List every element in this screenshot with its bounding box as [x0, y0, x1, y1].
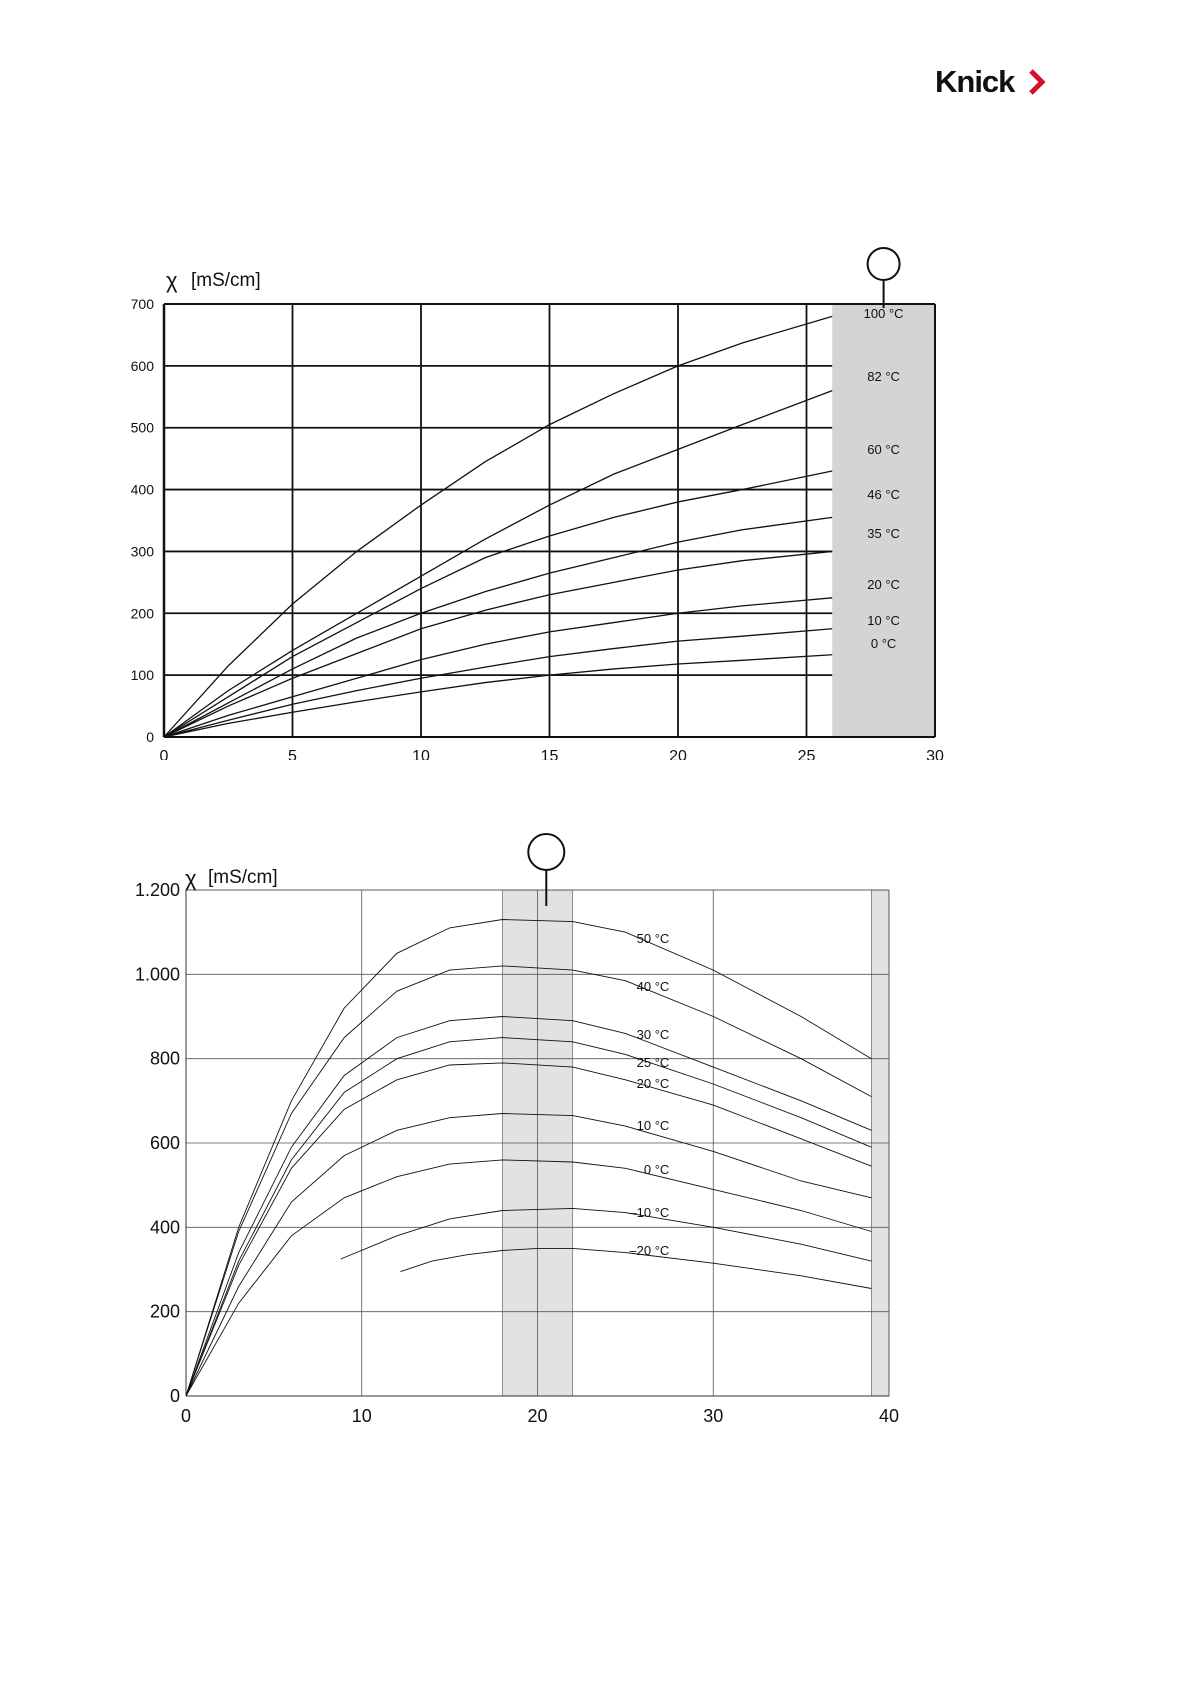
- y-axis-unit: [mS/cm]: [191, 270, 261, 291]
- series-line: [164, 471, 832, 737]
- y-tick-label: 200: [149, 1301, 180, 1322]
- series-label: 46 °C: [867, 487, 900, 502]
- x-tick-label: 0: [180, 1406, 192, 1426]
- series-line: [341, 1208, 872, 1261]
- series-label: 40 °C: [636, 979, 670, 994]
- series-label: 10 °C: [867, 613, 900, 628]
- x-tick-label: 20: [669, 748, 687, 760]
- y-tick-label: 100: [130, 667, 154, 684]
- series-label: 30 °C: [636, 1027, 670, 1042]
- series-label: 35 °C: [867, 526, 900, 541]
- y-tick-label: 300: [130, 543, 154, 560]
- y-tick-label: 0: [169, 1386, 180, 1406]
- series-line: [164, 629, 832, 737]
- y-tick-label: 400: [130, 481, 154, 498]
- y-tick-label: 600: [149, 1133, 180, 1153]
- knick-logo: [935, 62, 1046, 102]
- x-tick-label: 0: [159, 748, 169, 760]
- x-tick-label: 10: [351, 1406, 372, 1426]
- x-tick-label: 15: [540, 748, 559, 760]
- x-tick-label: 40: [878, 1406, 900, 1426]
- x-tick-label: 5: [288, 748, 297, 760]
- series-label: 20 °C: [867, 577, 900, 592]
- y-tick-label: 800: [149, 1048, 180, 1069]
- series-line: [164, 655, 832, 737]
- y-tick-label: 500: [130, 419, 154, 436]
- x-tick-label: 25: [797, 748, 816, 760]
- series-label: 20 °C: [636, 1076, 670, 1091]
- y-axis-symbol: χ: [166, 268, 178, 293]
- y-tick-label: 400: [149, 1217, 180, 1238]
- y-axis-unit: [mS/cm]: [208, 867, 278, 888]
- callout-circle: [868, 248, 900, 280]
- callout-circle: [528, 834, 564, 870]
- x-tick-label: 30: [703, 1406, 724, 1426]
- y-tick-label: 200: [130, 605, 154, 622]
- series-label: 50 °C: [636, 931, 670, 946]
- series-line: [164, 517, 832, 737]
- conductivity-chart-1: [0, 230, 1191, 760]
- series-label: 0 °C: [643, 1162, 670, 1177]
- series-line: [164, 391, 832, 737]
- series-label: 60 °C: [867, 442, 900, 457]
- series-label: –10 °C: [629, 1205, 670, 1220]
- conductivity-chart-2: [0, 820, 1191, 1430]
- y-tick-label: 1.000: [134, 964, 180, 985]
- x-tick-label: 30: [926, 748, 944, 760]
- series-label: 10 °C: [636, 1118, 670, 1133]
- series-label: 0 °C: [870, 636, 897, 651]
- logo-wordmark: Knick: [935, 64, 1015, 99]
- series-label: –20 °C: [629, 1243, 670, 1258]
- y-axis-symbol: χ: [185, 866, 197, 891]
- y-tick-label: 0: [146, 729, 154, 745]
- y-tick-label: 1.200: [134, 880, 180, 900]
- series-line: [164, 551, 832, 737]
- x-tick-label: 10: [412, 748, 430, 760]
- x-tick-label: 20: [527, 1406, 548, 1426]
- series-label: 100 °C: [863, 306, 904, 321]
- chevron-right-icon: [1028, 69, 1046, 95]
- series-label: 82 °C: [867, 369, 900, 384]
- series-label: 25 °C: [636, 1055, 670, 1070]
- y-tick-label: 700: [130, 296, 154, 312]
- y-tick-label: 600: [130, 357, 154, 374]
